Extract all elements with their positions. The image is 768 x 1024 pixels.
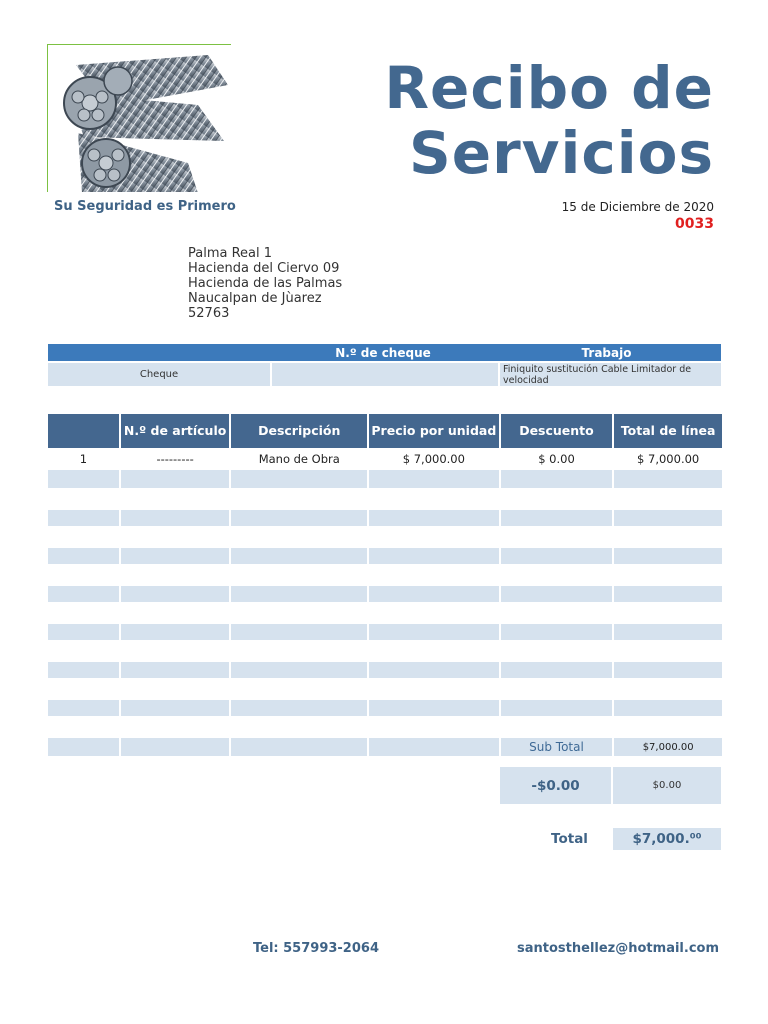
subtotal-value: $7,000.00 [614,738,722,756]
empty-cell [121,470,230,488]
cell-line-total: $ 7,000.00 [637,452,700,466]
empty-cell [121,700,230,716]
empty-cell [501,624,613,640]
empty-cell [48,470,119,488]
empty-cell [121,662,230,678]
empty-cell [48,586,119,602]
empty-cell [501,470,613,488]
empty-cell [231,470,367,488]
job-cell: Finiquito sustitución Cable Limitador de velocidad [500,363,721,386]
header-unit-price: Precio por unidad [369,414,499,448]
row-spacer [48,680,722,698]
empty-cell [231,548,367,564]
empty-cell [614,470,722,488]
row-spacer [48,566,722,584]
empty-cell [614,510,722,526]
empty-cell [231,738,367,756]
empty-cell [121,624,230,640]
empty-cell [614,586,722,602]
empty-cell [231,662,367,678]
subtotal-row [48,738,722,756]
empty-cell [48,510,119,526]
header-description: Descripción [231,414,367,448]
empty-cell [48,738,119,756]
empty-cell [48,548,119,564]
cell-description: Mano de Obra [258,452,340,466]
header-line-total: Total de línea [614,414,722,448]
header-discount: Descuento [501,414,613,448]
address-line: Hacienda de las Palmas [188,276,343,291]
empty-cell [121,510,230,526]
empty-cell [369,662,499,678]
empty-cell [121,548,230,564]
empty-cell [231,586,367,602]
empty-cell [501,548,613,564]
empty-cell [614,624,722,640]
empty-cell [48,624,119,640]
footer-email: santosthellez@hotmail.com [517,941,719,956]
payment-row [48,363,721,386]
discount-value: $0.00 [613,767,721,804]
total-summary [500,828,721,850]
empty-cell [614,548,722,564]
cell-article: --------- [156,452,194,466]
payment-header-cheque: N.º de cheque [335,345,431,360]
header-index [48,414,119,448]
address-line: Hacienda del Ciervo 09 [188,261,340,276]
empty-cell [121,738,230,756]
empty-cell [614,700,722,716]
table-row [48,450,722,468]
cell-index: 1 [79,452,88,466]
empty-cell [369,700,499,716]
empty-cell [614,662,722,678]
table-row [48,470,722,488]
table-row [48,700,722,716]
cell-discount: $ 0.00 [538,452,575,466]
empty-cell [369,470,499,488]
subtotal-label: Sub Total [501,738,613,756]
footer-phone: Tel: 557993-2064 [253,941,379,956]
empty-cell [501,662,613,678]
address-line: Palma Real 1 [188,246,273,261]
table-row [48,510,722,526]
total-value: $7,000.⁰⁰ [613,828,721,850]
company-tagline: Su Seguridad es Primero [54,199,236,214]
table-row [48,662,722,678]
items-table [48,414,722,756]
receipt-number: 0033 [675,216,714,232]
payment-method-cell: Cheque [48,363,270,386]
empty-cell [369,586,499,602]
empty-cell [231,510,367,526]
table-row [48,624,722,640]
empty-cell [48,700,119,716]
empty-cell [121,586,230,602]
empty-cell [369,548,499,564]
row-spacer [48,604,722,622]
title-line-2: Servicios [408,119,714,187]
payment-table [48,344,721,386]
payment-table-header [48,344,721,361]
row-spacer [48,490,722,508]
total-label: Total [551,831,588,847]
cheque-number-cell [272,363,498,386]
receipt-date: 15 de Diciembre de 2020 [561,200,714,214]
steel-cable-logo [47,44,231,192]
customer-address [188,246,342,321]
row-spacer [48,642,722,660]
empty-cell [48,662,119,678]
empty-cell [369,510,499,526]
address-line: 52763 [188,306,230,321]
discount-label: -$0.00 [500,767,611,804]
table-row [48,548,722,564]
empty-cell [369,624,499,640]
payment-header-method [48,344,270,361]
address-line: Naucalpan de Jùarez [188,291,322,306]
empty-cell [501,700,613,716]
table-row [48,586,722,602]
steel-cable-image [48,45,231,192]
empty-cell [501,586,613,602]
title-line-1: Recibo de [384,54,714,122]
row-spacer [48,718,722,736]
empty-cell [231,624,367,640]
empty-cell [369,738,499,756]
payment-header-job: Trabajo [581,345,632,360]
header-article: N.º de artículo [121,414,230,448]
cell-unit-price: $ 7,000.00 [402,452,465,466]
empty-cell [501,510,613,526]
discount-summary [500,767,721,804]
empty-cell [231,700,367,716]
page-title [384,56,714,186]
items-table-header [48,414,722,448]
row-spacer [48,528,722,546]
